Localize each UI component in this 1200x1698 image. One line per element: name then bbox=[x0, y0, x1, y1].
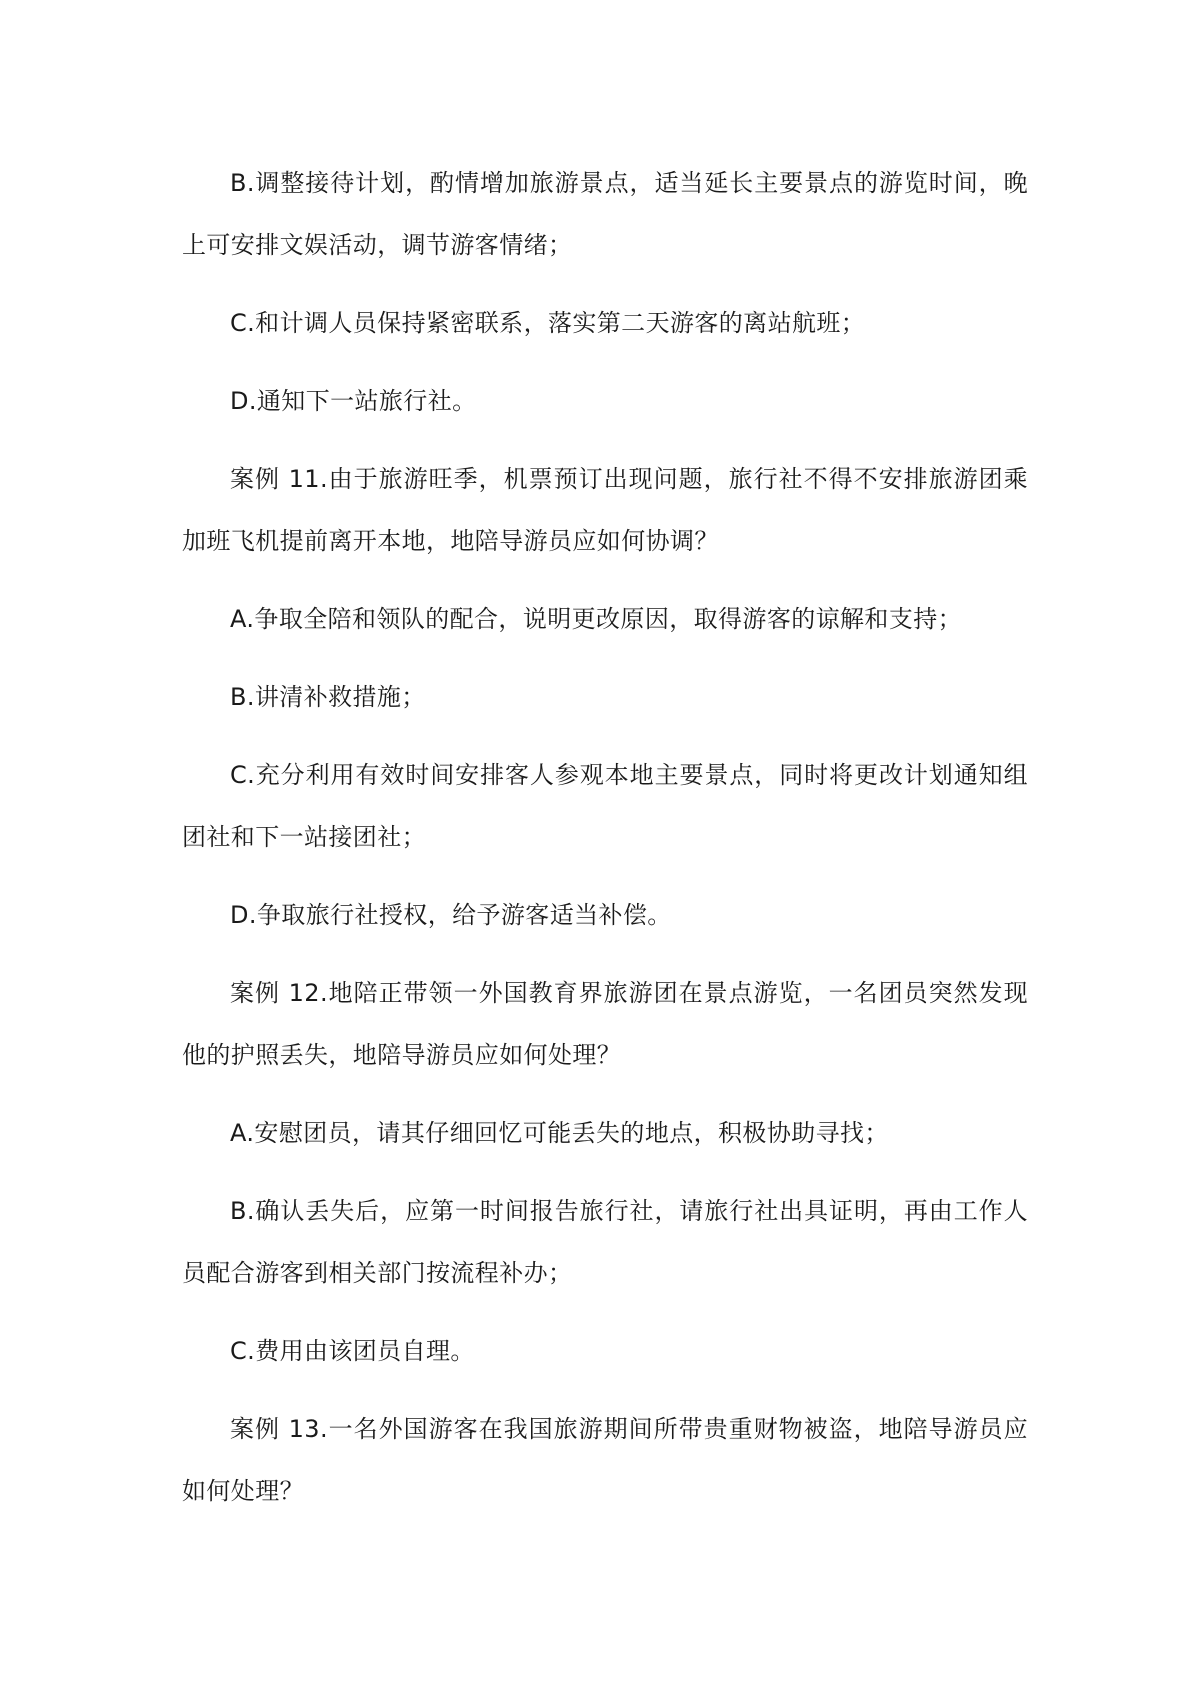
paragraph-d-notify-next-stop: D.通知下一站旅行社。 bbox=[230, 387, 477, 415]
document-body bbox=[182, 152, 1028, 1538]
case-11-question: 案例 11.由于旅游旺季，机票预订出现问题，旅行社不得不安排旅游团乘加班飞机提前离开本地，地陪导游员应如何协调？ bbox=[182, 465, 1028, 555]
case-12-answer-c: C.费用由该团员自理。 bbox=[230, 1337, 475, 1365]
paragraph-c-contact-dispatcher: C.和计调人员保持紧密联系，落实第二天游客的离站航班； bbox=[230, 309, 866, 337]
case-13-question: 案例 13.一名外国游客在我国旅游期间所带贵重财物被盗，地陪导游员应如何处理？ bbox=[182, 1415, 1028, 1505]
case-11-answer-c: C.充分利用有效时间安排客人参观本地主要景点，同时将更改计划通知组团社和下一站接团社； bbox=[182, 761, 1028, 851]
case-11-answer-d: D.争取旅行社授权，给予游客适当补偿。 bbox=[230, 901, 672, 929]
case-12-question: 案例 12.地陪正带领一外国教育界旅游团在景点游览，一名团员突然发现他的护照丢失，地陪导游员应如何处理？ bbox=[182, 979, 1028, 1069]
case-12-answer-b: B.确认丢失后，应第一时间报告旅行社，请旅行社出具证明，再由工作人员配合游客到相关部门按流程补办； bbox=[182, 1197, 1028, 1287]
paragraph-b-adjust-plan: B.调整接待计划，酌情增加旅游景点，适当延长主要景点的游览时间，晚上可安排文娱活动，调节游客情绪； bbox=[182, 169, 1028, 259]
case-12-answer-a: A.安慰团员，请其仔细回忆可能丢失的地点，积极协助寻找； bbox=[230, 1119, 889, 1147]
case-11-answer-a: A.争取全陪和领队的配合，说明更改原因，取得游客的谅解和支持； bbox=[230, 605, 963, 633]
case-11-answer-b: B.讲清补救措施； bbox=[230, 683, 426, 711]
